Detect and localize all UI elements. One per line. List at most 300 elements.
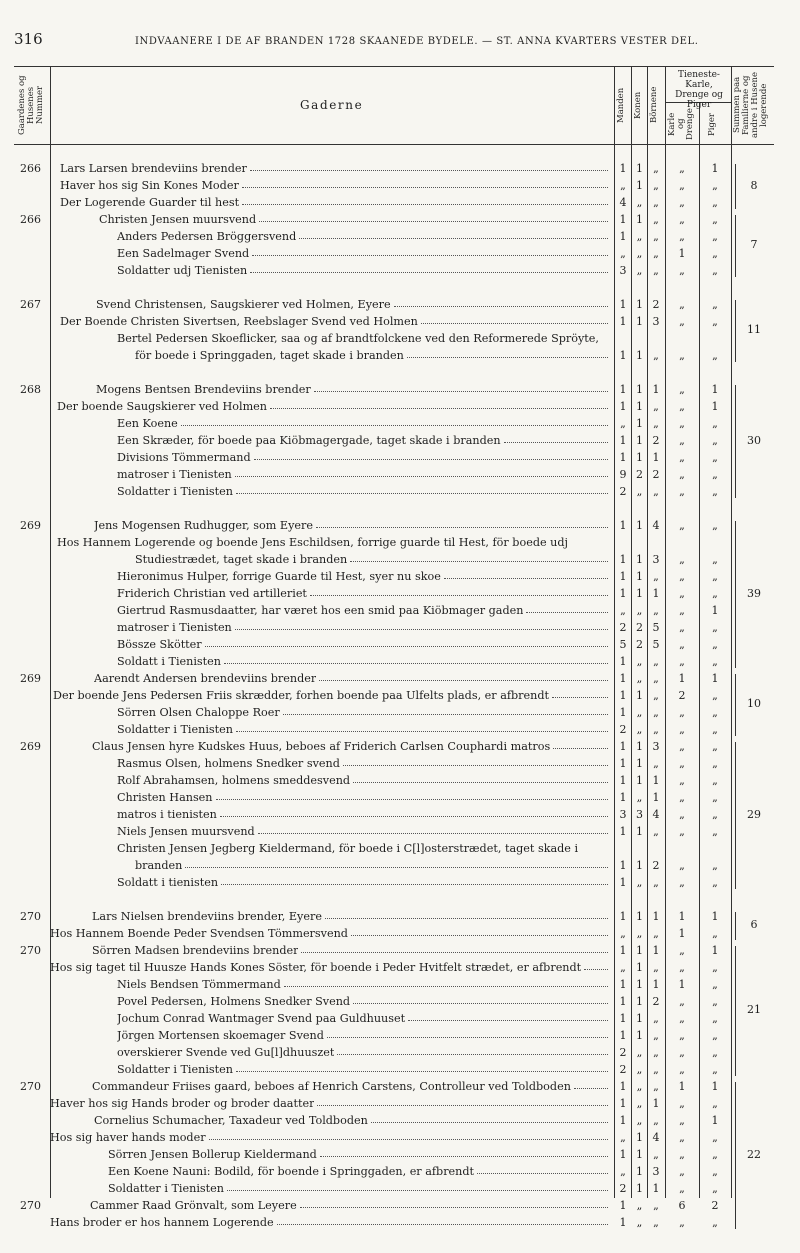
count-wives: 1 <box>636 961 643 974</box>
count-servant-girls: „ <box>712 689 718 702</box>
table-row <box>0 432 800 449</box>
col-header-men: Manden <box>616 87 626 123</box>
dot-leader <box>421 323 608 324</box>
entry-text: Soldatt i tienisten <box>117 876 219 889</box>
count-wives: „ <box>636 1046 643 1059</box>
count-men: „ <box>620 247 626 260</box>
table-row <box>0 806 800 823</box>
col-header-servant-men: Karle og Drenge <box>667 108 695 140</box>
table-row <box>0 245 800 262</box>
count-wives: „ <box>636 1080 643 1093</box>
count-servant-men: „ <box>679 825 685 838</box>
count-men: 2 <box>619 485 627 498</box>
count-men: 1 <box>619 1199 627 1212</box>
count-wives: 1 <box>636 213 643 226</box>
gaard-number: 266 <box>20 213 41 226</box>
table-row <box>0 874 800 891</box>
count-men: 1 <box>619 791 627 804</box>
col-header-servant-girls: Piger <box>707 113 717 137</box>
count-servant-men: „ <box>679 995 685 1008</box>
count-children: „ <box>653 604 659 617</box>
count-servant-men: 1 <box>678 910 686 923</box>
count-children: „ <box>653 689 659 702</box>
count-men: 2 <box>619 723 627 736</box>
entry-text: Sörren Jensen Bollerup Kieldermand <box>108 1148 317 1161</box>
count-men: 1 <box>619 587 627 600</box>
count-children: „ <box>653 1029 659 1042</box>
count-servant-men: „ <box>679 723 685 736</box>
count-wives: „ <box>636 230 643 243</box>
count-servant-girls: 1 <box>711 383 719 396</box>
table-row <box>0 908 800 925</box>
gaard-number: 268 <box>20 383 41 396</box>
col-header-children: Börnene <box>649 86 659 124</box>
count-wives: 1 <box>636 995 643 1008</box>
dot-leader <box>408 1020 608 1021</box>
count-wives: 1 <box>636 689 643 702</box>
count-children: „ <box>653 1012 659 1025</box>
entry-text: Hos Hannem Boende Peder Svendsen Tömmersvend <box>50 927 348 940</box>
entry-text: Hos Hannem Logerende og boende Jens Eschildsen, forrige guarde til Hest, för boede udj <box>57 536 568 549</box>
entry-text: Divisions Tömmermand <box>117 451 251 464</box>
count-servant-men: „ <box>679 604 685 617</box>
family-total: 7 <box>750 238 758 251</box>
family-total: 39 <box>747 586 761 600</box>
count-men: 1 <box>619 434 627 447</box>
count-men: 1 <box>619 1012 627 1025</box>
gaard-number: 270 <box>20 910 41 923</box>
count-wives: 2 <box>636 468 643 481</box>
count-servant-men: „ <box>679 859 685 872</box>
count-wives: 1 <box>636 570 643 583</box>
table-row <box>0 738 800 755</box>
count-children: „ <box>653 706 659 719</box>
count-children: 3 <box>652 553 660 566</box>
entry-text: Claus Jensen hyre Kudskes Huus, beboes af Friderich Carlsen Couphardi matros <box>92 740 551 753</box>
count-wives: „ <box>636 927 643 940</box>
count-wives: 1 <box>636 1182 643 1195</box>
count-children: „ <box>653 723 659 736</box>
gaard-number: 269 <box>20 519 41 532</box>
entry-text: overskierer Svende ved Gu[l]dhuuszet <box>117 1046 335 1059</box>
count-wives: 1 <box>636 587 643 600</box>
count-wives: „ <box>636 791 643 804</box>
count-wives: 2 <box>636 621 643 634</box>
count-servant-men: „ <box>679 1046 685 1059</box>
count-children: „ <box>653 927 659 940</box>
entry-text: Niels Bendsen Tömmermand <box>117 978 281 991</box>
count-men: 2 <box>619 1063 627 1076</box>
count-children: 2 <box>652 434 660 447</box>
count-children: 5 <box>652 638 660 651</box>
entry-text: Soldatt i Tienisten <box>117 655 221 668</box>
count-men: 1 <box>619 298 627 311</box>
entry-text: Der boende Jens Pedersen Friis skrædder, forhen boende paa Ulfelts plads, er afbrendt <box>53 689 550 702</box>
count-men: 4 <box>619 196 627 209</box>
count-wives: 1 <box>636 383 643 396</box>
table-row <box>0 568 800 585</box>
entry-text: Soldatter i Tienisten <box>117 485 233 498</box>
table-row <box>0 653 800 670</box>
count-servant-men: „ <box>679 451 685 464</box>
table-row <box>0 823 800 840</box>
count-children: „ <box>653 825 659 838</box>
col-header-streets: Gaderne <box>300 98 364 112</box>
family-total: 6 <box>750 918 758 931</box>
count-wives: 1 <box>636 740 643 753</box>
count-wives: „ <box>636 196 643 209</box>
count-men: 1 <box>619 876 627 889</box>
count-servant-girls: „ <box>712 247 718 260</box>
family-total: 8 <box>750 178 758 192</box>
count-men: 1 <box>619 995 627 1008</box>
entry-text: Der boende Saugskierer ved Holmen <box>57 400 268 413</box>
count-wives: 1 <box>636 519 643 532</box>
count-men: 1 <box>619 400 627 413</box>
count-servant-girls: 1 <box>711 910 719 923</box>
table-row <box>0 279 800 296</box>
dot-leader <box>314 391 608 392</box>
table-row <box>0 228 800 245</box>
count-wives: „ <box>636 723 643 736</box>
dot-leader <box>220 816 608 817</box>
count-children: 1 <box>652 774 660 787</box>
entry-text: Rolf Abrahamsen, holmens smeddesvend <box>117 774 351 787</box>
count-men: 2 <box>619 621 627 634</box>
entry-text: Jochum Conrad Wantmager Svend paa Guldhuuset <box>117 1012 406 1025</box>
count-wives: „ <box>636 1216 643 1229</box>
dot-leader <box>250 272 608 273</box>
count-children: 1 <box>652 1097 660 1110</box>
count-wives: 1 <box>636 859 643 872</box>
count-children: 1 <box>652 944 660 957</box>
count-servant-girls: „ <box>712 434 718 447</box>
page-number: 316 <box>14 30 43 48</box>
table-row <box>0 1180 800 1197</box>
count-children: 4 <box>652 519 660 532</box>
count-servant-men: „ <box>679 621 685 634</box>
count-men: 1 <box>619 315 627 328</box>
entry-text: Bössze Skötter <box>117 638 202 651</box>
count-servant-men: „ <box>679 1097 685 1110</box>
count-servant-girls: „ <box>712 876 718 889</box>
count-men: 1 <box>619 1097 627 1110</box>
table-row <box>0 364 800 381</box>
count-servant-men: „ <box>679 468 685 481</box>
dot-leader <box>252 255 608 256</box>
count-servant-girls: „ <box>712 961 718 974</box>
count-children: 4 <box>652 1131 660 1144</box>
count-servant-men: „ <box>679 417 685 430</box>
header-top-rule <box>14 66 774 67</box>
count-servant-girls: „ <box>712 417 718 430</box>
dot-leader <box>242 204 608 205</box>
count-servant-girls: „ <box>712 570 718 583</box>
table-row <box>0 1146 800 1163</box>
count-servant-men: „ <box>679 655 685 668</box>
entry-text: Aarendt Andersen brendeviins brender <box>94 672 317 685</box>
count-children: 2 <box>652 859 660 872</box>
count-servant-girls: „ <box>712 1063 718 1076</box>
table-row <box>0 670 800 687</box>
entry-text: Giertrud Rasmusdaatter, har været hos een smid paa Kiöbmager gaden <box>117 604 524 617</box>
dot-leader <box>270 408 608 409</box>
table-row <box>0 772 800 789</box>
count-wives: „ <box>636 1199 643 1212</box>
count-servant-girls: „ <box>712 1029 718 1042</box>
table-row <box>0 398 800 415</box>
count-servant-men: „ <box>679 1063 685 1076</box>
dot-leader <box>227 1190 608 1191</box>
count-children: „ <box>653 570 659 583</box>
count-children: „ <box>653 876 659 889</box>
entry-text: Een Koene Nauni: Bodild, för boende i Springgaden, er afbrendt <box>108 1165 475 1178</box>
count-servant-men: 1 <box>678 1080 686 1093</box>
dot-leader <box>351 935 608 936</box>
table-row <box>0 381 800 398</box>
count-men: 9 <box>619 468 627 481</box>
count-wives: 1 <box>636 757 643 770</box>
entry-text: Soldatter i Tienisten <box>117 1063 233 1076</box>
count-children: „ <box>653 485 659 498</box>
dot-leader <box>277 1224 608 1225</box>
count-men: „ <box>620 417 626 430</box>
table-row <box>0 296 800 313</box>
entry-text: Lars Larsen brendeviins brender <box>60 162 247 175</box>
entry-text: Cammer Raad Grönvalt, som Leyere <box>90 1199 297 1212</box>
dot-leader <box>310 595 608 596</box>
count-servant-men: „ <box>679 264 685 277</box>
count-men: 2 <box>619 1182 627 1195</box>
table-row <box>0 1197 800 1214</box>
entry-text: Jörgen Mortensen skoemager Svend <box>117 1029 324 1042</box>
count-servant-men: „ <box>679 383 685 396</box>
table-row <box>0 1010 800 1027</box>
count-men: 1 <box>619 757 627 770</box>
count-servant-men: „ <box>679 1029 685 1042</box>
count-servant-girls: „ <box>712 485 718 498</box>
family-total: 21 <box>747 1003 761 1016</box>
count-men: 1 <box>619 774 627 787</box>
count-wives: 1 <box>636 1131 643 1144</box>
count-servant-men: 1 <box>678 247 686 260</box>
count-servant-girls: 1 <box>711 604 719 617</box>
count-servant-girls: „ <box>712 1012 718 1025</box>
table-row <box>0 976 800 993</box>
dot-leader <box>258 833 608 834</box>
entry-text: Soldatter i Tienisten <box>117 723 233 736</box>
dot-leader <box>185 867 608 868</box>
count-men: 1 <box>619 230 627 243</box>
entry-text: Povel Pedersen, Holmens Snedker Svend <box>117 995 351 1008</box>
table-row <box>0 262 800 279</box>
count-servant-girls: „ <box>712 179 718 192</box>
count-servant-girls: „ <box>712 196 718 209</box>
table-row <box>0 619 800 636</box>
count-servant-men: „ <box>679 638 685 651</box>
count-servant-men: „ <box>679 434 685 447</box>
dot-leader <box>327 1037 608 1038</box>
table-row <box>0 857 800 874</box>
dot-leader <box>584 969 608 970</box>
family-total: 29 <box>747 807 761 821</box>
count-servant-girls: „ <box>712 553 718 566</box>
col-header-servants: Tieneste-Karle, Drenge og Piger <box>675 70 723 110</box>
count-servant-men: „ <box>679 1165 685 1178</box>
entry-text: Rasmus Olsen, holmens Snedker svend <box>117 757 340 770</box>
count-children: „ <box>653 400 659 413</box>
count-children: 1 <box>652 978 660 991</box>
dot-leader <box>235 476 608 477</box>
count-servant-girls: „ <box>712 1216 718 1229</box>
count-servant-men: „ <box>679 876 685 889</box>
count-servant-girls: „ <box>712 621 718 634</box>
table-row <box>0 840 800 857</box>
entry-text: matroser i Tienisten <box>117 468 232 481</box>
dot-leader <box>236 731 608 732</box>
entry-text: matros i tienisten <box>117 808 217 821</box>
count-children: 1 <box>652 587 660 600</box>
gaard-number: 270 <box>20 1080 41 1093</box>
count-children: 1 <box>652 910 660 923</box>
count-men: 1 <box>619 825 627 838</box>
dot-leader <box>552 697 608 698</box>
count-servant-men: „ <box>679 1012 685 1025</box>
count-servant-men: „ <box>679 179 685 192</box>
count-men: 2 <box>619 1046 627 1059</box>
count-children: 1 <box>652 791 660 804</box>
dot-leader <box>350 561 608 562</box>
count-servant-girls: „ <box>712 1182 718 1195</box>
count-servant-girls: „ <box>712 519 718 532</box>
count-men: „ <box>620 961 626 974</box>
count-servant-girls: „ <box>712 1097 718 1110</box>
count-servant-men: 1 <box>678 927 686 940</box>
dot-leader <box>553 748 608 749</box>
gaard-number: 269 <box>20 740 41 753</box>
table-row <box>0 925 800 942</box>
count-men: 1 <box>619 570 627 583</box>
table-row <box>0 313 800 330</box>
count-wives: „ <box>636 876 643 889</box>
count-wives: 1 <box>636 978 643 991</box>
count-wives: 1 <box>636 434 643 447</box>
count-servant-girls: „ <box>712 638 718 651</box>
count-men: 3 <box>619 808 627 821</box>
count-children: 3 <box>652 315 660 328</box>
entry-text: Soldatter udj Tienisten <box>117 264 248 277</box>
count-men: „ <box>620 1131 626 1144</box>
count-wives: „ <box>636 1114 643 1127</box>
table-row <box>0 500 800 517</box>
count-servant-girls: „ <box>712 706 718 719</box>
count-servant-girls: „ <box>712 264 718 277</box>
count-children: „ <box>653 1063 659 1076</box>
table-row <box>0 1061 800 1078</box>
count-men: 1 <box>619 689 627 702</box>
count-children: „ <box>653 961 659 974</box>
gaard-number: 267 <box>20 298 41 311</box>
count-wives: 1 <box>636 400 643 413</box>
count-children: 1 <box>652 383 660 396</box>
count-wives: „ <box>636 672 643 685</box>
entry-text: Bertel Pedersen Skoeflicker, saa og af brandtfolckene ved den Reformerede Spröyte, <box>117 332 599 345</box>
count-servant-girls: „ <box>712 978 718 991</box>
count-servant-men: „ <box>679 757 685 770</box>
entry-text: Christen Jensen Jegberg Kieldermand, för boede i C[l]osterstrædet, taget skade i <box>117 842 579 855</box>
count-servant-men: „ <box>679 213 685 226</box>
count-men: „ <box>620 179 626 192</box>
gaard-number: 270 <box>20 944 41 957</box>
count-men: 1 <box>619 944 627 957</box>
table-row <box>0 347 800 364</box>
entry-text: branden <box>135 859 183 872</box>
family-total: 30 <box>747 433 761 447</box>
count-servant-girls: „ <box>712 825 718 838</box>
count-wives: „ <box>636 1097 643 1110</box>
dot-leader <box>319 680 608 681</box>
count-children: „ <box>653 655 659 668</box>
count-men: 1 <box>619 1080 627 1093</box>
header-bottom-rule <box>14 144 774 145</box>
table-row <box>0 330 800 347</box>
count-servant-men: „ <box>679 1131 685 1144</box>
dot-leader <box>353 782 608 783</box>
entry-text: Der Boende Christen Sivertsen, Reebslager Svend ved Holmen <box>60 315 418 328</box>
count-servant-men: „ <box>679 706 685 719</box>
count-men: 1 <box>619 162 627 175</box>
count-men: 1 <box>619 383 627 396</box>
count-servant-men: „ <box>679 1114 685 1127</box>
count-children: „ <box>653 230 659 243</box>
count-servant-men: „ <box>679 400 685 413</box>
entry-text: Soldatter i Tienisten <box>108 1182 224 1195</box>
entry-text: Commandeur Friises gaard, beboes af Henrich Carstens, Controlleur ved Toldboden <box>92 1080 571 1093</box>
dot-leader <box>250 170 608 171</box>
table-row <box>0 602 800 619</box>
count-children: „ <box>653 1046 659 1059</box>
count-children: „ <box>653 757 659 770</box>
dot-leader <box>181 425 608 426</box>
count-children: „ <box>653 1148 659 1161</box>
count-men: 1 <box>619 1216 627 1229</box>
entry-text: Hos sig taget til Huusze Hands Kones Söster, för boende i Peder Hvitfelt strædet, er afbrendt <box>50 961 582 974</box>
count-men: 1 <box>619 859 627 872</box>
count-men: „ <box>620 927 626 940</box>
count-servant-men: „ <box>679 553 685 566</box>
count-wives: 1 <box>636 349 643 362</box>
gaard-number: 270 <box>20 1199 41 1212</box>
count-servant-men: „ <box>679 774 685 787</box>
count-servant-men: „ <box>679 298 685 311</box>
dot-leader <box>444 578 608 579</box>
count-servant-girls: „ <box>712 587 718 600</box>
count-servant-girls: 2 <box>711 1199 719 1212</box>
count-servant-girls: „ <box>712 757 718 770</box>
count-servant-girls: „ <box>712 655 718 668</box>
count-children: „ <box>653 162 659 175</box>
entry-text: Een Koene <box>117 417 178 430</box>
count-men: 1 <box>619 1029 627 1042</box>
count-children: „ <box>653 349 659 362</box>
count-men: „ <box>620 1165 626 1178</box>
table-row <box>0 1163 800 1180</box>
count-servant-men: „ <box>679 162 685 175</box>
entry-text: Jens Mogensen Rudhugger, som Eyere <box>94 519 314 532</box>
entry-text: Friderich Christian ved artilleriet <box>117 587 307 600</box>
count-servant-men: „ <box>679 230 685 243</box>
dot-leader <box>221 884 608 885</box>
